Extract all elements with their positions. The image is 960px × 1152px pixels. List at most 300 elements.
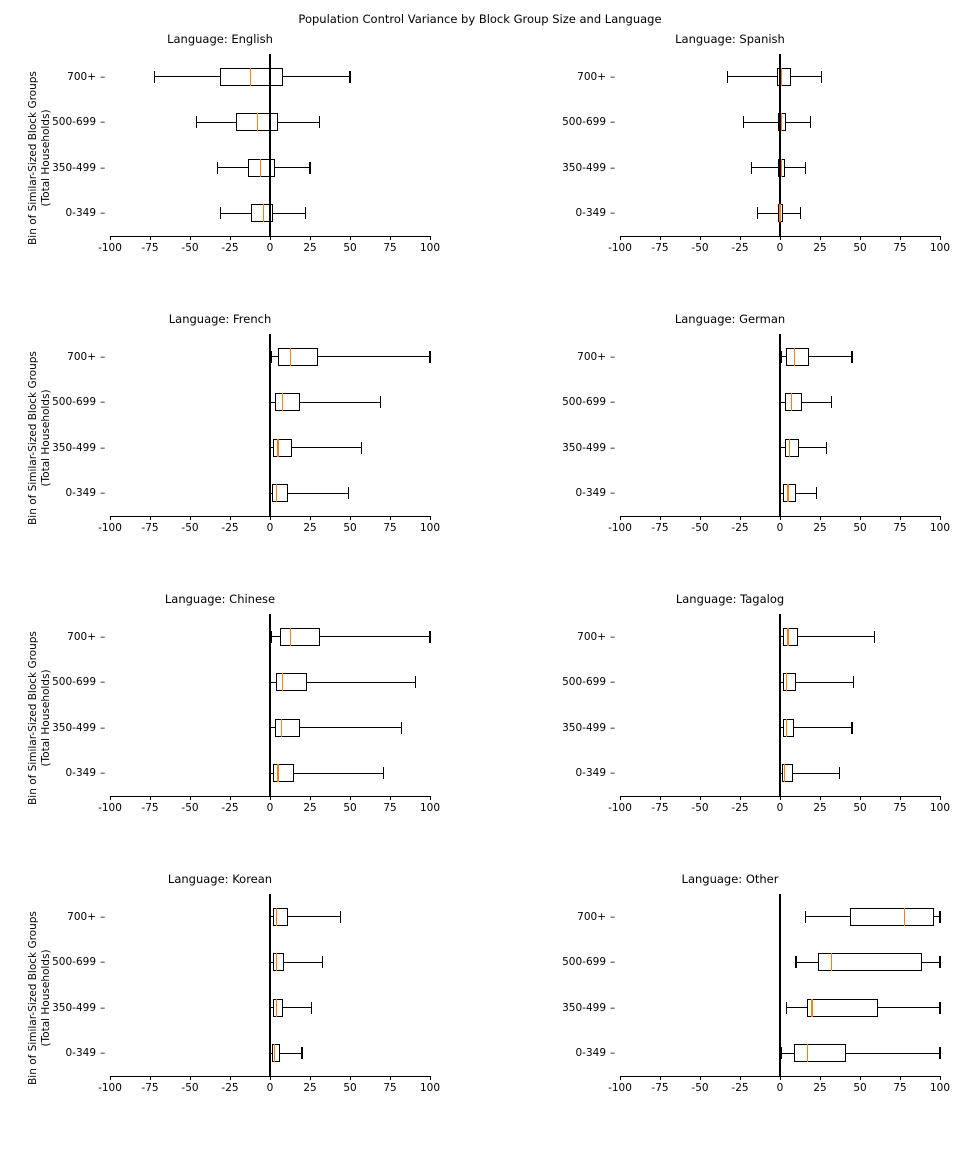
x-tick-label: 75 [893,522,907,534]
y-tick-mark: – [100,441,106,454]
x-tick-label: -50 [691,242,709,254]
y-axis-label: Bin of Similar-Sized Block Groups (Total Households) [27,631,52,805]
whisker-high [785,167,806,168]
x-tick [430,516,431,520]
x-tick-label: -100 [608,522,632,534]
cap-high [831,396,832,408]
whisker-high [794,727,852,728]
median-line [263,204,264,222]
panel-title: Language: Spanish [675,32,785,46]
x-tick-label: 25 [813,242,827,254]
cap-high [839,767,840,779]
y-tick-label: 350-499 [562,1001,606,1014]
median-line [277,764,278,782]
cap-low [779,722,780,734]
cap-high [305,207,306,219]
cap-high [939,1047,940,1059]
median-line [794,348,795,366]
x-tick-label: 75 [383,242,397,254]
x-tick [700,236,701,240]
x-tick [110,236,111,240]
y-tick-label: 350-499 [52,1001,96,1014]
cap-high [311,1002,312,1014]
cap-high [309,162,310,174]
x-tick [820,796,821,800]
cap-low [269,396,270,408]
y-tick-label: 700+ [577,910,606,923]
panel-title: Language: Korean [167,872,273,886]
y-tick-mark: – [610,70,616,83]
cap-low [269,767,270,779]
x-tick [660,1076,661,1080]
y-tick-mark: – [610,116,616,129]
x-tick-label: -100 [98,522,122,534]
x-tick-label: 75 [383,802,397,814]
x-tick [150,236,151,240]
x-tick-label: -75 [651,522,669,534]
cap-low [786,1002,787,1014]
x-tick [740,1076,741,1080]
figure-title: Population Control Variance by Block Group Size and Language [298,12,662,26]
box [275,393,301,411]
cap-high [853,676,854,688]
x-tick [310,236,311,240]
x-tick-label: 25 [813,1082,827,1094]
x-tick-label: -75 [651,802,669,814]
x-tick-label: -25 [731,242,749,254]
whisker-low [796,962,818,963]
cap-low [779,396,780,408]
cap-high [821,71,822,83]
box [272,484,288,502]
panel-language-french [10,312,441,560]
y-tick-mark: – [100,1047,106,1060]
x-tick-label: 50 [343,1082,357,1094]
x-tick [900,516,901,520]
x-tick-label: -75 [651,242,669,254]
box [783,484,796,502]
x-tick [350,516,351,520]
y-tick-mark: – [100,1001,106,1014]
median-line [786,719,787,737]
whisker-low [217,167,247,168]
y-tick-mark: – [610,487,616,500]
x-tick [900,796,901,800]
x-tick [740,516,741,520]
median-line [290,348,291,366]
plot-area [620,894,940,1076]
panel-language-german [520,312,951,560]
y-tick-mark: – [610,207,616,220]
x-tick [190,796,191,800]
whisker-low [743,122,778,123]
y-tick-mark: – [100,70,106,83]
x-tick [740,236,741,240]
plot-area [620,54,940,236]
median-line [781,68,782,86]
whisker-low [806,916,851,917]
y-tick-label: 0-349 [65,487,96,500]
x-tick-label: 100 [929,522,951,534]
cap-low [220,207,221,219]
y-tick-label: 500-699 [52,116,96,129]
y-tick-label: 700+ [577,630,606,643]
x-tick-label: 50 [853,522,867,534]
whisker-high [878,1007,940,1008]
whisker-high [922,962,940,963]
x-tick [940,516,941,520]
median-line [282,393,283,411]
cap-high [816,487,817,499]
x-tick [860,1076,861,1080]
x-tick-label: 0 [776,242,784,254]
whisker-high [796,682,854,683]
y-tick-mark: – [610,630,616,643]
x-tick [740,796,741,800]
box [272,1044,280,1062]
y-tick-mark: – [610,721,616,734]
x-tick-label: -100 [608,1082,632,1094]
x-tick-label: -25 [221,1082,239,1094]
median-line [787,484,788,502]
median-line [781,113,782,131]
x-tick [660,236,661,240]
y-tick-mark: – [100,116,106,129]
cap-low [779,442,780,454]
box [850,908,933,926]
x-tick [820,516,821,520]
panel-language-tagalog [520,592,951,840]
y-tick-label: 500-699 [562,956,606,969]
median-line [276,908,277,926]
cap-low [779,487,780,499]
x-tick [390,516,391,520]
median-line [786,673,787,691]
x-tick [660,516,661,520]
panel-language-other [520,872,951,1120]
panel-language-chinese [10,592,441,840]
x-tick [430,1076,431,1080]
y-tick-label: 350-499 [52,441,96,454]
x-tick [860,796,861,800]
box [783,628,797,646]
x-tick [270,1076,271,1080]
box [273,764,294,782]
x-tick [110,516,111,520]
y-tick-label: 0-349 [65,1047,96,1060]
x-tick [390,236,391,240]
x-tick-label: -50 [181,522,199,534]
y-tick-label: 350-499 [52,721,96,734]
median-line [250,68,251,86]
x-tick [230,236,231,240]
y-tick-mark: – [100,487,106,500]
box [248,159,275,177]
whisker-low [155,76,221,77]
whisker-low [786,1007,807,1008]
x-tick [390,796,391,800]
y-tick-mark: – [100,721,106,734]
x-tick-label: -50 [691,1082,709,1094]
cap-high [805,162,806,174]
box [794,1044,845,1062]
panel-title: Language: Chinese [164,592,276,606]
x-tick-label: -25 [731,802,749,814]
y-tick-label: 500-699 [52,396,96,409]
median-line [789,439,790,457]
x-tick-label: -75 [141,1082,159,1094]
y-tick-mark: – [610,396,616,409]
panel-title: Language: English [167,32,273,46]
box [276,673,306,691]
whisker-high [280,1053,302,1054]
cap-high [429,351,430,363]
cap-low [779,631,780,643]
x-tick [620,796,621,800]
x-tick [150,1076,151,1080]
x-tick-label: -75 [141,522,159,534]
panel-title: Language: Tagalog [675,592,785,606]
y-tick-mark: – [100,910,106,923]
y-axis-label: Bin of Similar-Sized Block Groups (Total Households) [27,351,52,525]
x-tick [150,796,151,800]
whisker-high [283,1007,312,1008]
x-tick-label: 100 [419,242,441,254]
cap-high [301,1047,302,1059]
cap-low [269,487,270,499]
x-tick-label: 75 [893,242,907,254]
whisker-high [278,122,320,123]
median-line [787,628,788,646]
cap-low [271,351,272,363]
y-tick-label: 500-699 [562,676,606,689]
x-tick-label: 0 [776,802,784,814]
x-tick [660,796,661,800]
x-tick-label: -100 [98,1082,122,1094]
y-tick-mark: – [100,956,106,969]
x-tick-label: -25 [221,802,239,814]
x-tick-label: 100 [929,1082,951,1094]
y-tick-label: 350-499 [52,161,96,174]
cap-low [217,162,218,174]
box [777,68,791,86]
plot-area [110,614,430,796]
y-tick-label: 350-499 [562,161,606,174]
cap-high [415,676,416,688]
whisker-low [758,213,779,214]
x-tick-label: 25 [303,522,317,534]
cap-high [939,911,940,923]
cap-low [269,442,270,454]
cap-low [779,767,780,779]
cap-high [851,722,852,734]
cap-low [269,911,270,923]
x-tick-label: 75 [383,1082,397,1094]
box [275,719,301,737]
whisker-high [791,76,821,77]
x-tick [860,516,861,520]
whisker-low [220,213,250,214]
whisker-high [802,402,831,403]
cap-high [348,487,349,499]
y-tick-label: 700+ [67,630,96,643]
cap-low [757,207,758,219]
box [785,393,803,411]
x-tick [430,796,431,800]
median-line [276,953,277,971]
box [273,999,283,1017]
x-tick [780,1076,781,1080]
x-tick [430,236,431,240]
whisker-high [283,76,350,77]
cap-high [800,207,801,219]
x-tick-label: 25 [303,1082,317,1094]
y-tick-mark: – [100,161,106,174]
x-tick-label: 100 [929,802,951,814]
panel-title: Language: French [168,312,272,326]
box [786,348,808,366]
x-tick [310,1076,311,1080]
x-tick [270,236,271,240]
median-line [282,673,283,691]
x-tick-label: -50 [181,1082,199,1094]
y-tick-label: 0-349 [575,767,606,780]
cap-high [939,956,940,968]
x-tick [350,236,351,240]
y-tick-label: 700+ [577,70,606,83]
x-tick-label: 50 [853,802,867,814]
x-tick [700,516,701,520]
y-tick-mark: – [100,207,106,220]
x-tick-label: 0 [776,522,784,534]
x-tick [940,236,941,240]
median-line [904,908,905,926]
y-tick-label: 500-699 [52,676,96,689]
x-tick [350,1076,351,1080]
whisker-high [793,773,839,774]
cap-low [781,351,782,363]
y-tick-mark: – [610,676,616,689]
whisker-low [751,167,778,168]
x-tick-label: 50 [853,242,867,254]
whisker-high [288,493,349,494]
x-tick-label: 0 [776,1082,784,1094]
median-line [260,159,261,177]
whisker-low [196,122,236,123]
y-axis-label: Bin of Similar-Sized Block Groups (Total Households) [27,71,52,245]
box [280,628,320,646]
median-line [811,999,812,1017]
y-tick-label: 500-699 [562,116,606,129]
whisker-high [786,122,810,123]
plot-area [110,334,430,516]
whisker-high [799,447,826,448]
median-line [277,439,278,457]
y-tick-label: 350-499 [562,441,606,454]
y-tick-mark: – [100,767,106,780]
x-tick-label: 75 [893,802,907,814]
y-tick-mark: – [100,350,106,363]
median-line [276,999,277,1017]
x-tick [150,516,151,520]
box [785,439,799,457]
cap-low [196,116,197,128]
cap-high [340,911,341,923]
y-tick-mark: – [610,350,616,363]
y-tick-label: 0-349 [575,207,606,220]
x-tick [620,516,621,520]
x-tick-label: 25 [813,802,827,814]
whisker-high [300,727,401,728]
y-tick-label: 0-349 [575,487,606,500]
cap-high [401,722,402,734]
cap-high [826,442,827,454]
x-tick-label: -75 [651,1082,669,1094]
plot-area [110,54,430,236]
x-tick-label: 25 [303,802,317,814]
cap-high [361,442,362,454]
cap-low [781,1047,782,1059]
whisker-low [272,636,280,637]
median-line [281,719,282,737]
whisker-high [288,916,341,917]
x-tick [860,236,861,240]
x-tick [270,796,271,800]
whisker-high [809,356,852,357]
whisker-high [846,1053,940,1054]
median-line [791,393,792,411]
x-tick-label: -50 [691,802,709,814]
cap-high [380,396,381,408]
box [278,348,318,366]
whisker-high [318,356,430,357]
box [273,439,292,457]
x-tick-label: -50 [691,522,709,534]
y-tick-label: 700+ [67,910,96,923]
x-tick-label: -100 [98,802,122,814]
y-tick-label: 0-349 [65,767,96,780]
cap-low [795,956,796,968]
cap-high [349,71,350,83]
whisker-high [320,636,430,637]
x-tick-label: -50 [181,242,199,254]
x-tick [700,1076,701,1080]
cap-high [851,351,852,363]
whisker-high [798,636,875,637]
whisker-high [275,167,310,168]
x-tick-label: -50 [181,802,199,814]
x-tick [190,516,191,520]
x-tick [230,516,231,520]
x-tick [310,516,311,520]
y-axis-label: Bin of Similar-Sized Block Groups (Total Households) [27,911,52,1085]
x-tick-label: 50 [343,522,357,534]
y-tick-mark: – [100,396,106,409]
whisker-low [727,76,777,77]
x-tick [230,1076,231,1080]
x-tick-label: -25 [221,242,239,254]
cap-high [383,767,384,779]
x-tick-label: 50 [853,1082,867,1094]
y-tick-mark: – [610,956,616,969]
x-tick-label: 100 [419,1082,441,1094]
cap-high [874,631,875,643]
cap-high [429,631,430,643]
x-tick [310,796,311,800]
x-tick-label: -100 [608,242,632,254]
x-tick-label: -75 [141,802,159,814]
x-tick [390,1076,391,1080]
